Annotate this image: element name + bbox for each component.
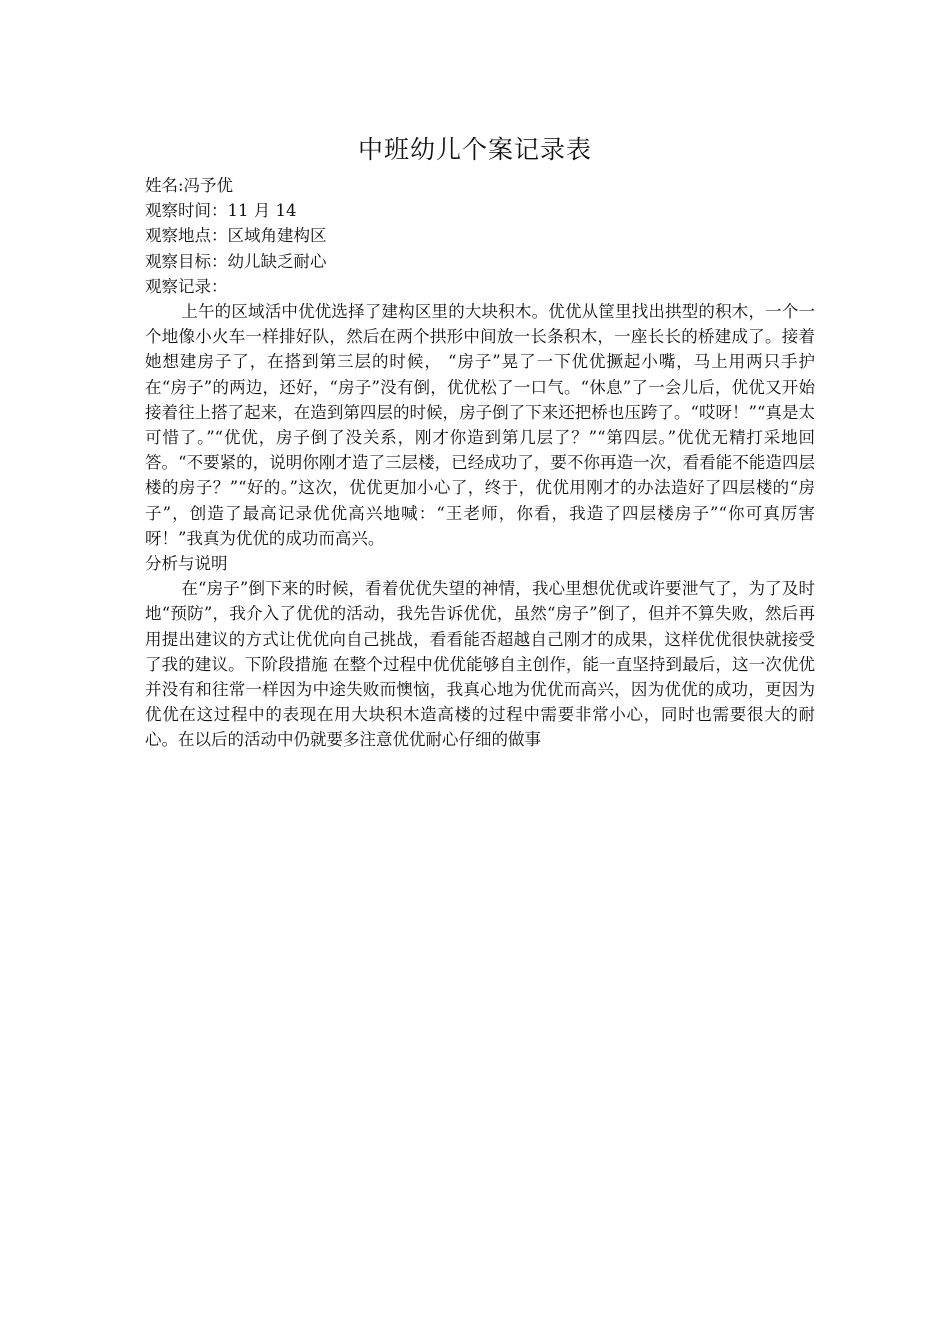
field-observation-place: 观察地点：区域角建构区 (145, 226, 327, 246)
document-title: 中班幼儿个案记录表 (357, 135, 592, 164)
field-observation-goal: 观察目标：幼儿缺乏耐心 (145, 251, 327, 271)
document-body (145, 173, 815, 753)
observation-record-paragraph: 上午的区域活中优优选择了建构区里的大块积木。优优从筐里找出拱型的积木，一个一个地像小火车一样排好队，然后在两个拱形中间放一长条积木，一座长长的桥建成了。接着她想建房子了，在搭到第三层的时候， “房子”晃了一下优优撅起小嘴，马上用两只手护在“房子”的两边，还好，“房子”没有倒，优优松了一口气。“休息”了一会儿后，优优又开始接着往上搭了起来，在造到第四层的时候，房子倒了下来还把桥也压跨了。“哎呀！”“真是太可惜了。”“优优，房子倒了没关系，刚才你造到第几层了？”“第四层。”优优无精打采地回答。“不要紧的，说明你刚才造了三层楼，已经成功了，要不你再造一次，看看能不能造四层楼的房子？”“好的。”这次，优优更加小心了，终于，优优用刚才的办法造好了四层楼的“房子”，创造了最高记录优优高兴地喊：“王老师，你看，我造了四层楼房子”“你可真厉害呀！”我真为优优的成功而高兴。 (145, 302, 815, 548)
analysis-heading: 分析与说明 (145, 554, 228, 574)
field-observation-time: 观察时间：11 月 14 (145, 201, 297, 221)
field-observation-record-label: 观察记录： (145, 276, 228, 296)
field-name: 姓名:冯予优 (145, 176, 234, 195)
analysis-paragraph: 在“房子”倒下来的时候，看着优优失望的神情，我心里想优优或许要泄气了，为了及时地“预防”，我介入了优优的活动，我先告诉优优，虽然“房子”倒了，但并不算失败，然后再用提出建议的方式让优优向自己挑战，看看能否超越自己刚才的成果，这样优优很快就接受了我的建议。下阶段措施 在整个过程中优优能够自主创作，能一直坚持到最后，这一次优优并没有和往常一样因为中途失败而懊恼，我真心地为优优而高兴，因为优优的成功，更因为优优在这过程中的表现在用大块积木造高楼的过程中需要非常小心，同时也需要很大的耐心。在以后的活动中仍就要多注意优优耐心仔细的做事 (145, 579, 815, 750)
